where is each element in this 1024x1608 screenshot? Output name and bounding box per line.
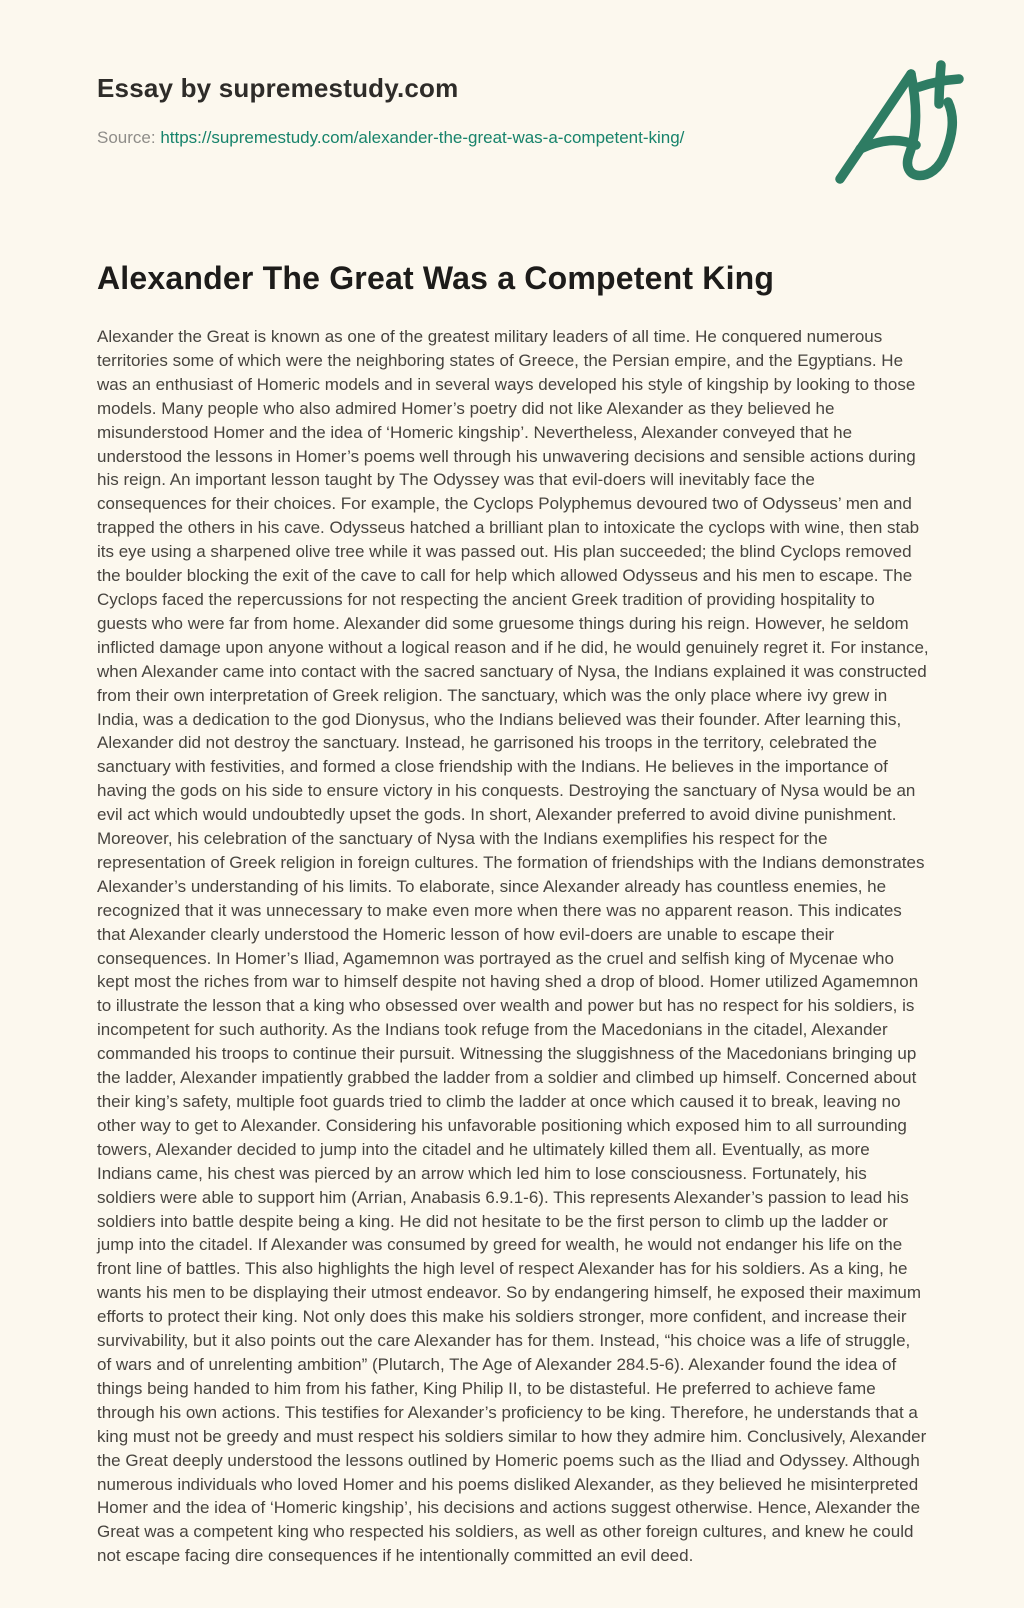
- source-link[interactable]: https://supremestudy.com/alexander-the-great-was-a-competent-king/: [160, 128, 685, 147]
- source-line: [97, 128, 929, 148]
- source-label: Source:: [97, 128, 161, 147]
- a-plus-logo-icon: [824, 58, 966, 188]
- essay-body: Alexander the Great is known as one of the greatest military leaders of all time. He conquered numerous territories some of which were the neighboring states of Greece, the Persian empire, and the Egyptians. He was an enthusiast of Homeric models and in several ways developed his style of kingship by looking to those models. Many people who also admired Homer’s poetry did not like Alexander as they believed he misunderstood Homer and the idea of ‘Homeric kingship’. Nevertheless, Alexander conveyed that he understood the lessons in Homer’s poems well through his unwavering decisions and sensible actions during his reign. An important lesson taught by The Odyssey was that evil-doers will inevitably face the consequences for their choices. For example, the Cyclops Polyphemus devoured two of Odysseus’ men and trapped the others in his cave. Odysseus hatched a brilliant plan to intoxicate the cyclops with wine, then stab its eye using a sharpened olive tree while it was passed out. His plan succeeded; the blind Cyclops removed the boulder blocking the exit of the cave to call for help which allowed Odysseus and his men to escape. The Cyclops faced the repercussions for not respecting the ancient Greek tradition of providing hospitality to guests who were far from home. Alexander did some gruesome things during his reign. However, he seldom inflicted damage upon anyone without a logical reason and if he did, he would genuinely regret it. For instance, when Alexander came into contact with the sacred sanctuary of Nysa, the Indians explained it was constructed from their own interpretation of Greek religion. The sanctuary, which was the only place where ivy grew in India, was a dedication to the god Dionysus, who the Indians believed was their founder. After learning this, Alexander did not destroy the sanctuary. Instead, he garrisoned his troops in the territory, celebrated the sanctuary with festivities, and formed a close friendship with the Indians. He believes in the importance of having the gods on his side to ensure victory in his conquests. Destroying the sanctuary of Nysa would be an evil act which would undoubtedly upset the gods. In short, Alexander preferred to avoid divine punishment. Moreover, his celebration of the sanctuary of Nysa with the Indians exemplifies his respect for the representation of Greek religion in foreign cultures. The formation of friendships with the Indians demonstrates Alexander’s understanding of his limits. To elaborate, since Alexander already has countless enemies, he recognized that it was unnecessary to make even more when there was no apparent reason. This indicates that Alexander clearly understood the Homeric lesson of how evil-doers are unable to escape their consequences. In Homer’s Iliad, Agamemnon was portrayed as the cruel and selfish king of Mycenae who kept most the riches from war to himself despite not having shed a drop of blood. Homer utilized Agamemnon to illustrate the lesson that a king who obsessed over wealth and power but has no respect for his soldiers, is incompetent for such authority. As the Indians took refuge from the Macedonians in the citadel, Alexander commanded his troops to continue their pursuit. Witnessing the sluggishness of the Macedonians bringing up the ladder, Alexander impatiently grabbed the ladder from a soldier and climbed up himself. Concerned about their king’s safety, multiple foot guards tried to climb the ladder at once which caused it to break, leaving no other way to get to Alexander. Considering his unfavorable positioning which exposed him to all surrounding towers, Alexander decided to jump into the citadel and he ultimately killed them all. Eventually, as more Indians came, his chest was pierced by an arrow which led him to lose consciousness. Fortunately, his soldiers were able to support him (Arrian, Anabasis 6.9.1-6). This represents Alexander’s passion to lead his soldiers into battle despite being a king. He did not hesitate to be the first person to climb up the ladder or jump into the citadel. If Alexander was consumed by greed for wealth, he would not endanger his life on the front line of battles. This also highlights the high level of respect Alexander has for his soldiers. As a king, he wants his men to be displaying their utmost endeavor. So by endangering himself, he exposed their maximum efforts to protect their king. Not only does this make his soldiers stronger, more confident, and increase their survivability, but it also points out the care Alexander has for them. Instead, “his choice was a life of struggle, of wars and of unrelenting ambition” (Plutarch, The Age of Alexander 284.5-6). Alexander found the idea of things being handed to him from his father, King Philip II, to be distasteful. He preferred to achieve fame through his own actions. This testifies for Alexander’s proficiency to be king. Therefore, he understands that a king must not be greedy and must respect his soldiers similar to how they admire him. Conclusively, Alexander the Great deeply understood the lessons outlined by Homeric poems such as the Iliad and Odyssey. Although numerous individuals who loved Homer and his poems disliked Alexander, as they believed he misinterpreted Homer and the idea of ‘Homeric kingship’, his decisions and actions suggest otherwise. Hence, Alexander the Great was a competent king who respected his soldiers, as well as other foreign cultures, and knew he could not escape facing dire consequences if he intentionally committed an evil deed.: [97, 327, 929, 1566]
- header-title: Essay by supremestudy.com: [97, 73, 459, 103]
- essay-title: Alexander The Great Was a Competent King: [97, 260, 775, 296]
